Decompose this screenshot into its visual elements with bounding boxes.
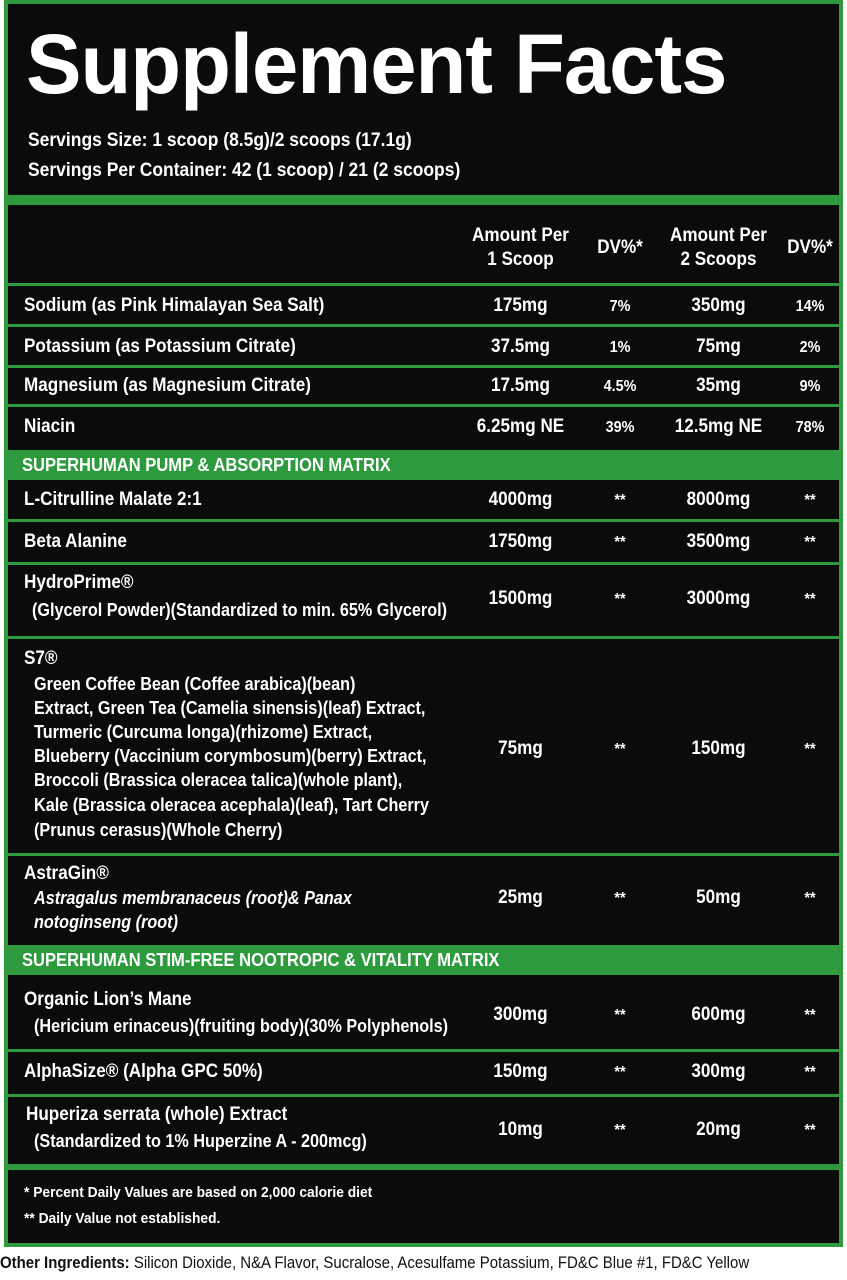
amount-1: 1750mg (488, 531, 553, 552)
ingredient-name: L-Citrulline Malate 2:1 (24, 489, 202, 510)
dv-1: 7% (609, 298, 631, 315)
dv-1: ** (614, 890, 626, 907)
ingredient-name: Magnesium (as Magnesium Citrate) (24, 375, 311, 396)
amount-1: 300mg (493, 1004, 548, 1025)
ingredient-detail: (Glycerol Powder)(Standardized to min. 65% Glycerol) (32, 600, 447, 620)
dv-2: ** (804, 1007, 816, 1024)
supplement-facts-panel (4, 0, 843, 1247)
amount-1: 17.5mg (491, 375, 550, 396)
amount-1: 25mg (498, 887, 543, 908)
ingredient-detail: Green Coffee Bean (Coffee arabica)(bean) (34, 674, 356, 694)
row-divider (8, 519, 839, 522)
other-ingredients (0, 1253, 749, 1273)
other-ingredients-text: Silicon Dioxide, N&A Flavor, Sucralose, Acesulfame Potassium, FD&C Blue #1, FD&C Yellow (133, 1253, 750, 1272)
dv-1: ** (614, 492, 626, 509)
dv-2: ** (804, 741, 816, 758)
amount-2: 600mg (691, 1004, 746, 1025)
dv-2: 2% (799, 339, 821, 356)
amount-1: 6.25mg NE (476, 416, 565, 437)
header-amount-1-scoop: Amount Per 1 Scoop (472, 225, 569, 270)
dv-2: ** (804, 1122, 816, 1139)
panel-title: Supplement Facts (26, 17, 727, 111)
thick-divider (8, 195, 839, 205)
ingredient-detail: notoginseng (root) (34, 912, 178, 932)
footnote-not-established: ** Daily Value not established. (24, 1210, 221, 1227)
ingredient-detail: Kale (Brassica oleracea acephala)(leaf), Tart Cherry (34, 795, 429, 815)
ingredient-detail: Astragalus membranaceus (root)& Panax (34, 888, 352, 908)
dv-2: 14% (795, 298, 825, 315)
ingredient-detail: Extract, Green Tea (Camelia sinensis)(leaf) Extract, (34, 698, 426, 718)
amount-2: 3000mg (686, 588, 751, 609)
dv-2: ** (804, 492, 816, 509)
header-dv-2: DV%* (787, 237, 833, 258)
amount-2: 12.5mg NE (674, 416, 763, 437)
dv-1: 4.5% (603, 378, 637, 395)
amount-2: 300mg (691, 1061, 746, 1082)
row-divider (8, 324, 839, 327)
thick-divider (8, 1164, 839, 1170)
ingredient-name: HydroPrime® (24, 572, 134, 593)
amount-1: 4000mg (488, 489, 553, 510)
ingredient-detail: Broccoli (Brassica oleracea talica)(whole plant), (34, 770, 403, 790)
section-header-pump: SUPERHUMAN PUMP & ABSORPTION MATRIX (8, 450, 839, 480)
ingredient-detail: Blueberry (Vaccinium corymbosum)(berry) Extract, (34, 746, 427, 766)
amount-1: 1500mg (488, 588, 553, 609)
amount-2: 150mg (691, 738, 746, 759)
header-dv-1: DV%* (597, 237, 643, 258)
row-divider (8, 636, 839, 639)
dv-1: ** (614, 1064, 626, 1081)
amount-1: 75mg (498, 738, 543, 759)
servings-per-container: Servings Per Container: 42 (1 scoop) / 21 (2 scoops) (28, 160, 461, 181)
other-ingredients-label: Other Ingredients: (0, 1253, 130, 1272)
dv-2: ** (804, 534, 816, 551)
section-header-nootropic: SUPERHUMAN STIM-FREE NOOTROPIC & VITALITY MATRIX (8, 945, 839, 975)
ingredient-name: Sodium (as Pink Himalayan Sea Salt) (24, 295, 325, 316)
ingredient-name: AlphaSize® (Alpha GPC 50%) (24, 1061, 263, 1082)
row-divider (8, 853, 839, 856)
ingredient-name: Niacin (24, 416, 76, 437)
ingredient-detail: (Hericium erinaceus)(fruiting body)(30% Polyphenols) (34, 1016, 449, 1036)
dv-1: ** (614, 534, 626, 551)
row-divider (8, 404, 839, 407)
amount-2: 3500mg (686, 531, 751, 552)
ingredient-name: Beta Alanine (24, 531, 127, 552)
ingredient-name: AstraGin® (24, 863, 109, 884)
dv-1: ** (614, 741, 626, 758)
amount-2: 350mg (691, 295, 746, 316)
header-amount-2-scoops: Amount Per 2 Scoops (670, 225, 767, 270)
amount-1: 175mg (493, 295, 548, 316)
amount-2: 75mg (696, 336, 741, 357)
dv-2: ** (804, 1064, 816, 1081)
row-divider (8, 1049, 839, 1052)
amount-2: 35mg (696, 375, 741, 396)
ingredient-name: S7® (24, 648, 58, 669)
dv-1: ** (614, 1122, 626, 1139)
amount-2: 50mg (696, 887, 741, 908)
footnote-daily-values: * Percent Daily Values are based on 2,000 calorie diet (24, 1184, 373, 1201)
ingredient-name: Huperiza serrata (whole) Extract (26, 1104, 288, 1125)
amount-2: 8000mg (686, 489, 751, 510)
amount-1: 10mg (498, 1119, 543, 1140)
dv-1: 39% (605, 419, 635, 436)
dv-2: ** (804, 591, 816, 608)
ingredient-detail: (Prunus cerasus)(Whole Cherry) (34, 820, 283, 840)
row-divider (8, 1094, 839, 1097)
ingredient-detail: Turmeric (Curcuma longa)(rhizome) Extract, (34, 722, 373, 742)
dv-2: 9% (799, 378, 821, 395)
row-divider (8, 283, 839, 286)
dv-2: 78% (795, 419, 825, 436)
amount-1: 37.5mg (491, 336, 550, 357)
row-divider (8, 562, 839, 565)
dv-2: ** (804, 890, 816, 907)
row-divider (8, 365, 839, 368)
amount-1: 150mg (493, 1061, 548, 1082)
dv-1: ** (614, 591, 626, 608)
ingredient-name: Organic Lion’s Mane (24, 989, 192, 1010)
serving-size: Servings Size: 1 scoop (8.5g)/2 scoops (17.1g) (28, 130, 412, 151)
amount-2: 20mg (696, 1119, 741, 1140)
dv-1: 1% (609, 339, 631, 356)
dv-1: ** (614, 1007, 626, 1024)
ingredient-detail: (Standardized to 1% Huperzine A - 200mcg) (34, 1131, 367, 1151)
ingredient-name: Potassium (as Potassium Citrate) (24, 336, 296, 357)
